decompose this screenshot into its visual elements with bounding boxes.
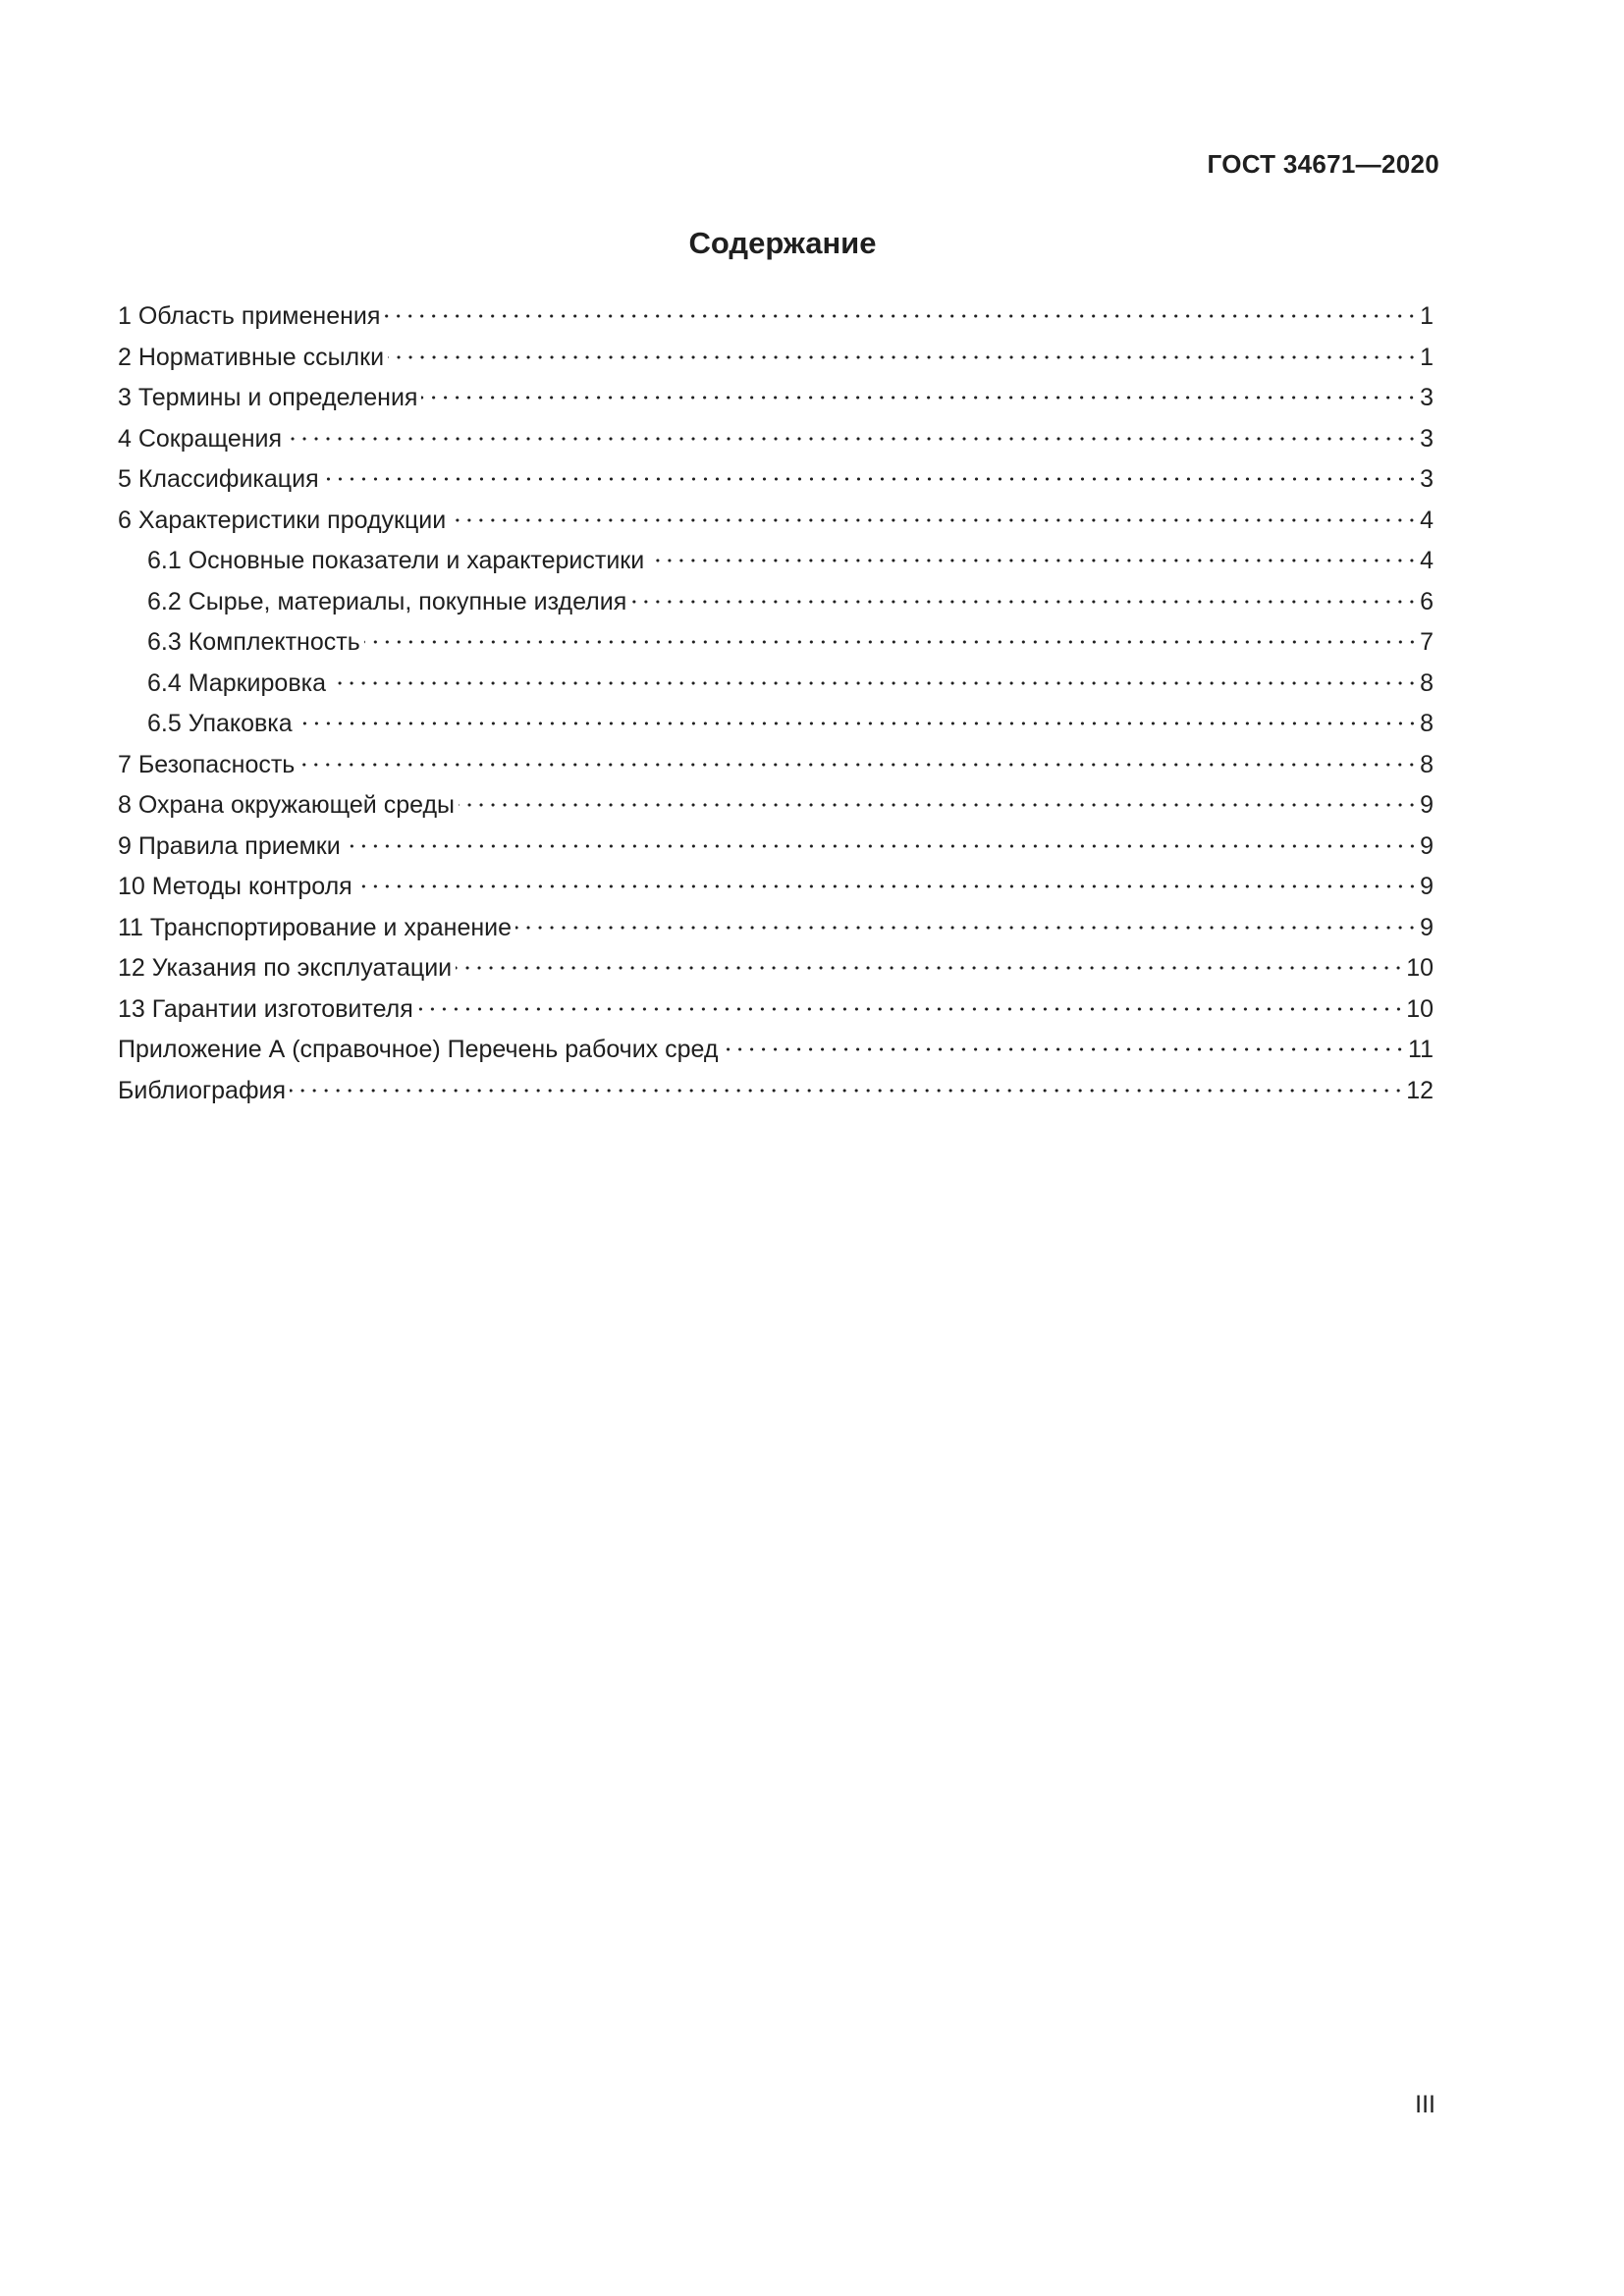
toc-entry[interactable]	[118, 704, 1434, 745]
toc-dot-leader	[384, 314, 1418, 318]
toc-entry-label: 6.3 Комплектность	[147, 628, 360, 656]
toc-entry[interactable]	[118, 622, 1434, 664]
toc-entry-page: 6	[1420, 587, 1434, 615]
toc-entry-page: 10	[1406, 954, 1434, 982]
toc-entry[interactable]	[118, 582, 1434, 623]
toc-dot-leader	[722, 1047, 1406, 1051]
toc-dot-leader	[450, 518, 1418, 522]
toc-entry[interactable]	[118, 541, 1434, 582]
toc-entry[interactable]	[118, 378, 1434, 419]
toc-entry[interactable]	[118, 501, 1434, 542]
toc-dot-leader	[648, 559, 1418, 562]
toc-entry[interactable]	[118, 459, 1434, 501]
toc-entry-page: 8	[1420, 750, 1434, 778]
toc-dot-leader	[297, 721, 1418, 725]
toc-entry-label: 4 Сокращения	[118, 424, 283, 453]
toc-entry-label: 2 Нормативные ссылки	[118, 343, 385, 371]
toc-dot-leader	[290, 1089, 1404, 1093]
toc-entry[interactable]	[118, 419, 1434, 460]
toc-entry-label: 12 Указания по эксплуатации	[118, 954, 453, 982]
toc-entry-label: 6 Характеристики продукции	[118, 506, 447, 534]
toc-entry-page: 4	[1420, 506, 1434, 534]
toc-entry[interactable]	[118, 867, 1434, 908]
toc-entry-label: 6.5 Упаковка	[147, 710, 293, 737]
toc-entry-label: 6.2 Сырье, материалы, покупные изделия	[147, 587, 627, 615]
toc-entry-label: 13 Гарантии изготовителя	[118, 994, 413, 1023]
toc-dot-leader	[459, 803, 1418, 807]
toc-dot-leader	[417, 1007, 1404, 1011]
toc-entry-label: Приложение А (справочное) Перечень рабочих сред	[118, 1036, 719, 1063]
toc-dot-leader	[298, 763, 1418, 767]
toc-entry-page: 3	[1420, 424, 1434, 453]
toc-entry-label: 6.1 Основные показатели и характеристики	[147, 547, 645, 574]
toc-entry[interactable]	[118, 338, 1434, 379]
toc-entry[interactable]	[118, 785, 1434, 827]
toc-entry[interactable]	[118, 1071, 1434, 1112]
toc-dot-leader	[345, 844, 1418, 848]
toc-entry-label: 9 Правила приемки	[118, 831, 341, 860]
toc-entry[interactable]	[118, 664, 1434, 705]
toc-entry-label: 10 Методы контроля	[118, 873, 352, 900]
toc-entry-page: 8	[1420, 710, 1434, 737]
toc-dot-leader	[456, 966, 1404, 970]
toc-entry-label: 6.4 Маркировка	[147, 668, 326, 697]
toc-entry-page: 3	[1420, 384, 1434, 411]
toc-entry-label: Библиография	[118, 1076, 287, 1104]
toc-entry[interactable]	[118, 908, 1434, 949]
toc-entry-page: 1	[1420, 302, 1434, 330]
toc-dot-leader	[364, 640, 1418, 644]
toc-entry-page: 4	[1420, 547, 1434, 574]
toc-dot-leader	[286, 437, 1418, 441]
toc-title: Содержание	[688, 226, 877, 260]
toc-dot-leader	[388, 355, 1418, 359]
toc-dot-leader	[421, 396, 1418, 400]
toc-entry[interactable]	[118, 1030, 1434, 1071]
toc-entry-label: 1 Область применения	[118, 302, 381, 330]
document-code: ГОСТ 34671—2020	[1207, 149, 1439, 179]
toc-entry-page: 8	[1420, 668, 1434, 697]
toc-entry-page: 12	[1406, 1076, 1434, 1104]
toc-dot-leader	[630, 600, 1418, 604]
toc-entry-page: 10	[1406, 994, 1434, 1023]
toc-entry-page: 1	[1420, 343, 1434, 371]
toc-entry-page: 9	[1420, 873, 1434, 900]
page-number: III	[1415, 2091, 1435, 2118]
toc-entry-label: 5 Классификация	[118, 465, 319, 493]
toc-entry[interactable]	[118, 745, 1434, 786]
toc-dot-leader	[356, 884, 1418, 888]
toc-entry-page: 9	[1420, 791, 1434, 819]
toc-entry-page: 11	[1408, 1036, 1434, 1063]
table-of-contents	[118, 296, 1434, 1111]
toc-entry[interactable]	[118, 948, 1434, 989]
toc-entry-page: 9	[1420, 831, 1434, 860]
toc-entry[interactable]	[118, 989, 1434, 1031]
toc-dot-leader	[323, 477, 1418, 481]
toc-dot-leader	[330, 681, 1418, 685]
toc-entry-label: 8 Охрана окружающей среды	[118, 791, 456, 819]
toc-entry-page: 9	[1420, 913, 1434, 941]
toc-entry[interactable]	[118, 296, 1434, 338]
toc-entry-label: 11 Транспортирование и хранение	[118, 913, 513, 941]
toc-dot-leader	[515, 926, 1418, 930]
toc-entry-page: 7	[1420, 628, 1434, 656]
toc-entry-label: 3 Термины и определения	[118, 384, 418, 411]
toc-entry-page: 3	[1420, 465, 1434, 493]
toc-entry[interactable]	[118, 827, 1434, 868]
toc-entry-label: 7 Безопасность	[118, 750, 296, 778]
